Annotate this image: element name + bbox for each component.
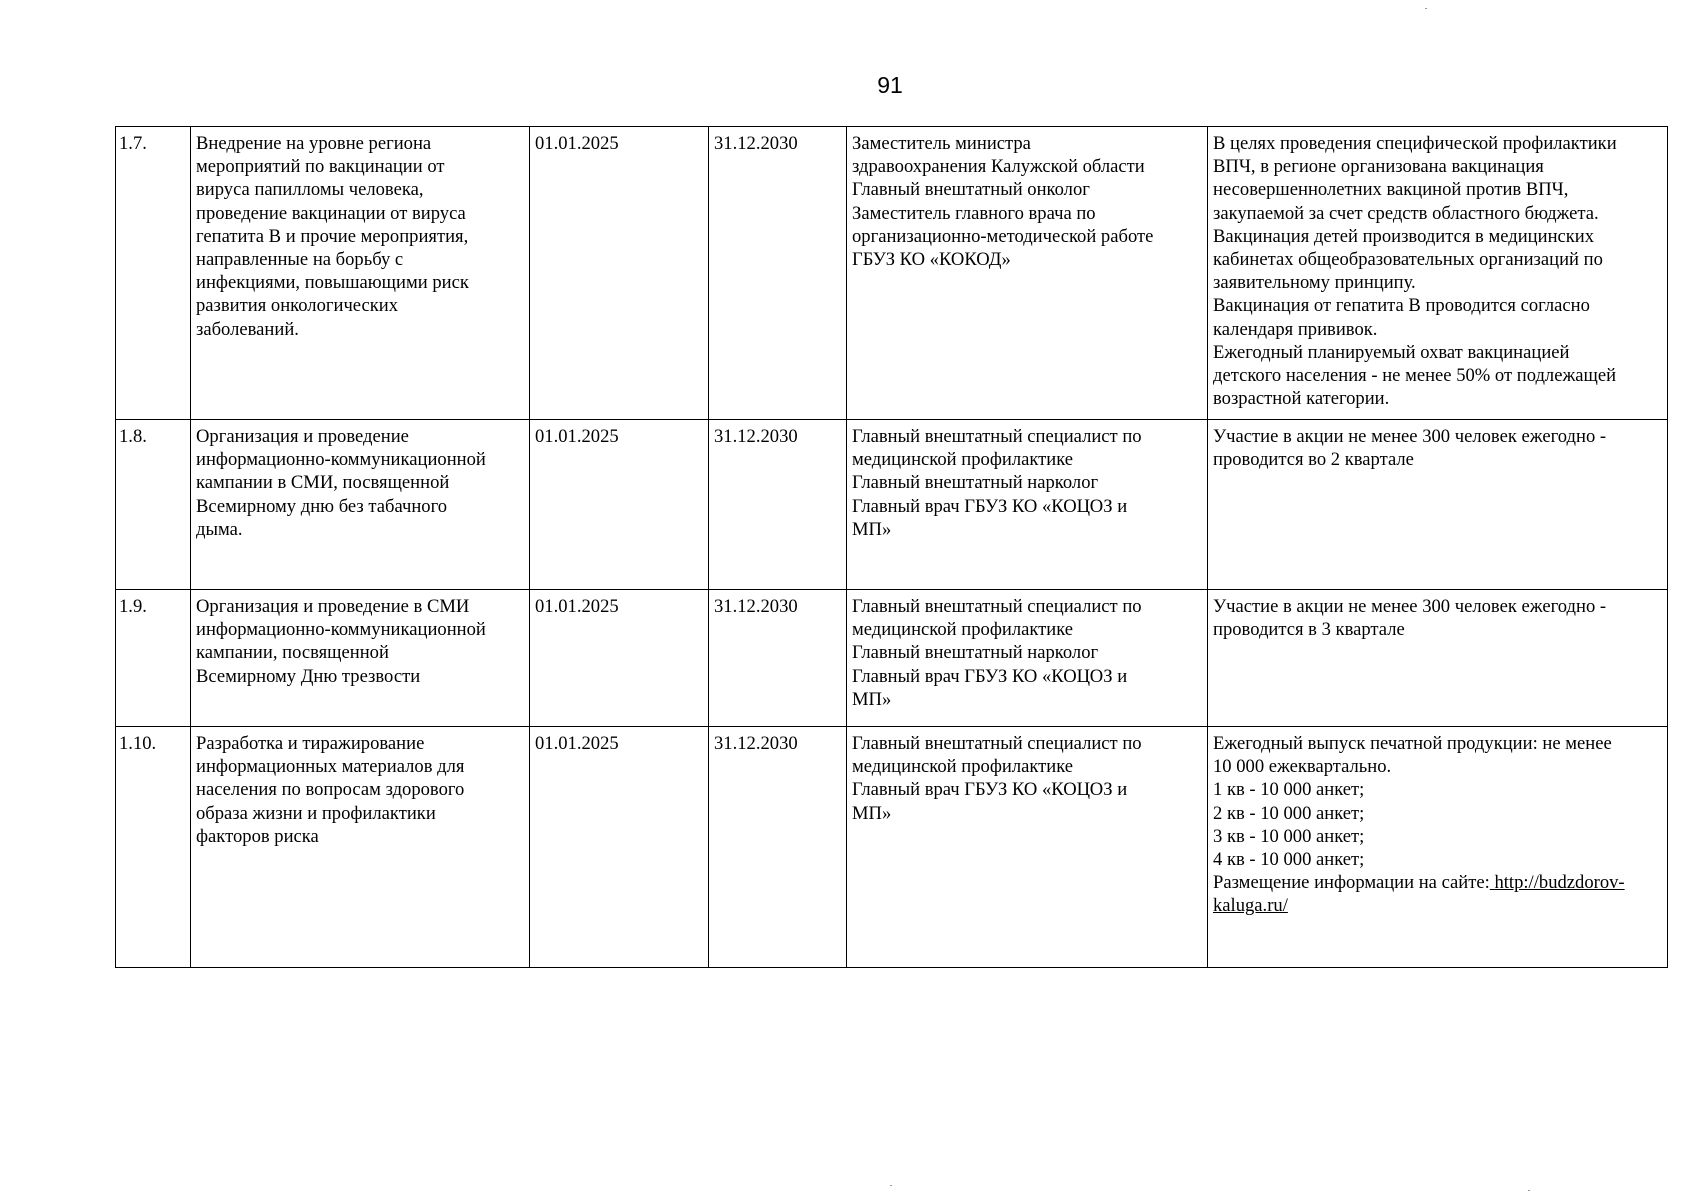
responsible-cell: Заместитель министра здравоохранения Калужской области Главный внештатный онколог Заместитель главного врача по организационно-методической работе ГБУЗ КО «КОКОД»: [847, 127, 1208, 420]
site-info-label: Размещение информации на сайте:: [1213, 872, 1490, 894]
table-row: [116, 420, 1668, 590]
table-row: [116, 590, 1668, 727]
start-date-cell: 01.01.2025: [530, 420, 709, 590]
result-cell: Участие в акции не менее 300 человек ежегодно - проводится во 2 квартале: [1208, 420, 1668, 590]
start-date-cell: 01.01.2025: [530, 127, 709, 420]
page-number: 91: [877, 72, 903, 98]
scan-speck: [1528, 1190, 1530, 1191]
start-date-cell: 01.01.2025: [530, 727, 709, 968]
activity-cell: Внедрение на уровне региона мероприятий по вакцинации от вируса папилломы человека, проведение вакцинации от вируса гепатита В и прочие мероприятия, направленные на борьбу с инфекциями, повышающими риск развития онкологических заболеваний.: [191, 127, 530, 420]
responsible-cell: Главный внештатный специалист по медицинской профилактике Главный внештатный нарколог Главный врач ГБУЗ КО «КОЦОЗ и МП»: [847, 420, 1208, 590]
measures-table: [115, 126, 1668, 968]
row-number: 1.9.: [116, 590, 191, 727]
responsible-cell: Главный внештатный специалист по медицинской профилактике Главный врач ГБУЗ КО «КОЦОЗ и МП»: [847, 727, 1208, 968]
scan-speck: [890, 1185, 892, 1186]
scan-speck: [1425, 8, 1427, 9]
result-cell: В целях проведения специфической профилактики ВПЧ, в регионе организована вакцинация несовершеннолетних вакциной против ВПЧ, закупаемой за счет средств областного бюджета. Вакцинация детей производится в медицинских кабинетах общеобразовательных организаций по заявительному принципу. Вакцинация от гепатита В проводится согласно календаря прививок. Ежегодный планируемый охват вакцинацией детского населения - не менее 50% от подлежащей возрастной категории.: [1208, 127, 1668, 420]
activity-cell: Организация и проведение в СМИ информационно-коммуникационной кампании, посвященной Всемирному Дню трезвости: [191, 590, 530, 727]
site-link[interactable]: http://budzdorov-: [1494, 872, 1625, 894]
activity-cell: Разработка и тиражирование информационных материалов для населения по вопросам здорового образа жизни и профилактики факторов риска: [191, 727, 530, 968]
row-number: 1.7.: [116, 127, 191, 420]
site-link-continued[interactable]: kaluga.ru/: [1213, 895, 1288, 917]
row-number: 1.8.: [116, 420, 191, 590]
table-row: [116, 127, 1668, 420]
responsible-cell: Главный внештатный специалист по медицинской профилактике Главный внештатный нарколог Главный врач ГБУЗ КО «КОЦОЗ и МП»: [847, 590, 1208, 727]
row-number: 1.10.: [116, 727, 191, 968]
end-date-cell: 31.12.2030: [709, 590, 847, 727]
result-cell: Ежегодный выпуск печатной продукции: не менее 10 000 ежеквартально. 1 кв - 10 000 анкет; 2 кв - 10 000 анкет; 3 кв - 10 000 анкет; 4 кв - 10 000 анкет; Размещение информации на сайте: http://budzdorov- kaluga.ru/: [1208, 727, 1668, 968]
table-row: [116, 727, 1668, 968]
end-date-cell: 31.12.2030: [709, 727, 847, 968]
start-date-cell: 01.01.2025: [530, 590, 709, 727]
end-date-cell: 31.12.2030: [709, 420, 847, 590]
end-date-cell: 31.12.2030: [709, 127, 847, 420]
result-cell: Участие в акции не менее 300 человек ежегодно - проводится в 3 квартале: [1208, 590, 1668, 727]
activity-cell: Организация и проведение информационно-коммуникационной кампании в СМИ, посвященной Всемирному дню без табачного дыма.: [191, 420, 530, 590]
